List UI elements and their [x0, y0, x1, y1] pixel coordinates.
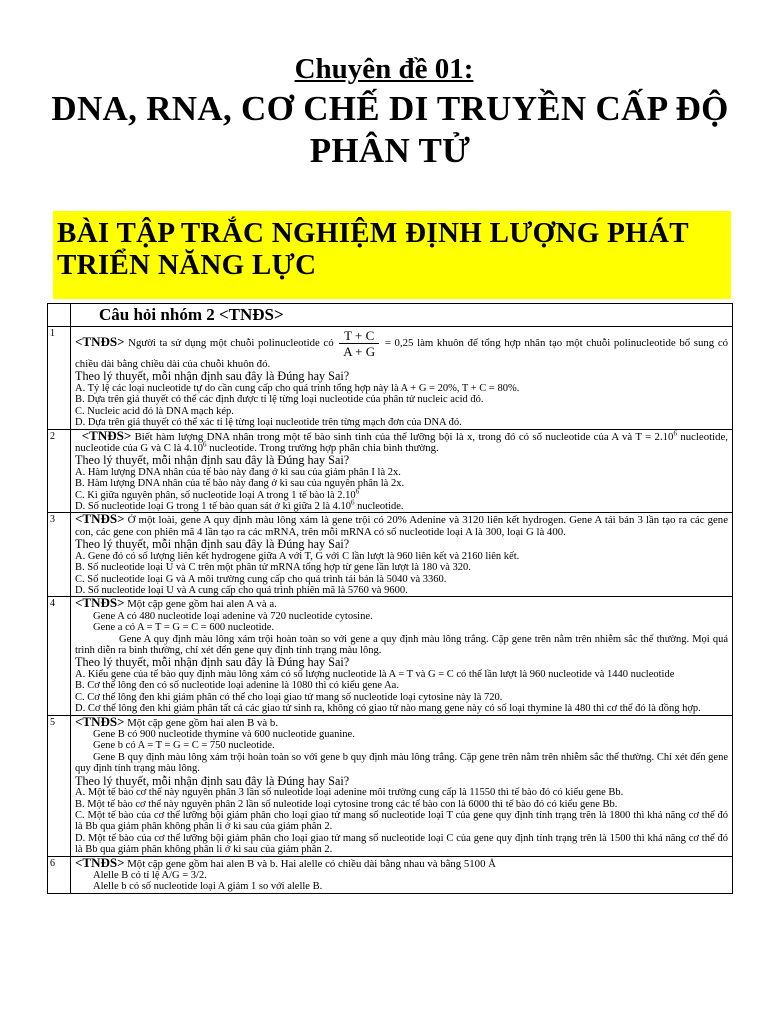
- option-a: A. Kiểu gene của tế bào quy định màu lông xám có số lượng nucleotide là A = T và G = C có thể lần lượt là 960 nucleotide và 1440 nucleotide: [75, 668, 675, 680]
- question-number: 4: [48, 597, 71, 715]
- option-d: D. Số nucleotide loại U và A cung cấp cho quá trình phiên mã là 5760 và 9600.: [75, 585, 408, 596]
- table-row: [48, 513, 733, 597]
- document-title: DNA, RNA, CƠ CHẾ DI TRUYỀN CẤP ĐỘ PHÂN TỬ: [51, 89, 729, 170]
- table-row: [48, 597, 733, 715]
- question-tag: <TNĐS>: [75, 595, 125, 611]
- question-prompt: Theo lý thuyết, mỗi nhận định sau đây là Đúng hay Sai?: [75, 655, 350, 670]
- allele-line: Alelle b có số nucleotide loại A giảm 1 so với alelle B.: [93, 881, 323, 893]
- question-tag: <TNĐS>: [75, 713, 125, 729]
- question-cell: [71, 715, 733, 856]
- chapter-heading: Chuyên đề 01:: [294, 53, 474, 85]
- table-row: [48, 715, 733, 856]
- option-d: D. Dựa trên giả thuyết có thể xác tỉ lệ từng loại nucleotide trên từng mạch đơn của DNA đó.: [75, 417, 462, 429]
- question-number: 3: [48, 513, 71, 597]
- stem-part: = 0,25 làm khuôn để tổng hợp nhân tạo một chuỗi polinucleotide bổ sung có chiều dài bằng chiều dài của chuỗi khuôn đó.: [75, 336, 729, 370]
- header-num-cell: [48, 304, 71, 327]
- question-prompt: Theo lý thuyết, mỗi nhận định sau đây là Đúng hay Sai?: [75, 537, 350, 552]
- gene-line: Gene b có A = T = G = C = 750 nucleotide.: [93, 740, 275, 752]
- question-tag: <TNĐS>: [81, 427, 132, 443]
- option-d-text: D. Số nucleotide loại G trong 1 tế bào quan sát ở kì giữa 2 là 4.10: [75, 501, 352, 513]
- option-d: D. Cơ thể lông đen khi giảm phân tất cả các giao tử sinh ra, không có giao tử nào mang gene này có số loại thymine là 480 thì cơ thể đó là đồng hợp.: [75, 703, 701, 715]
- question-number: 6: [48, 856, 71, 893]
- option-c: C. Một tế bào của cơ thể lưỡng bội giảm phân cho loại giao tử mang số nucleotide loại T của gene quy định tính trạng trên là 1800 thì khả năng cơ thể đó là Bb qua giảm phân không phân li ở kì sau của giảm phân 2.: [75, 809, 728, 833]
- option-c: C. Cơ thể lông đen khi giảm phân có thể cho loại giao tử mang số nucleotide loại cytosine này là 720.: [75, 691, 503, 703]
- question-number: 1: [48, 327, 71, 430]
- question-cell: [71, 513, 733, 597]
- gene-description: [75, 634, 728, 657]
- option-a: A. Một tế bào cơ thể này nguyên phân 3 lần số nuleotide loại adenine môi trường cung cấp là 11550 thì tế bào đó có kiểu gene Bb.: [75, 787, 624, 799]
- question-stem: [75, 713, 728, 729]
- stem-part: Người ta sử dụng một chuỗi polinucleotide có: [128, 336, 334, 349]
- question-stem: [75, 328, 728, 370]
- question-prompt: Theo lý thuyết, mỗi nhận định sau đây là Đúng hay Sai?: [75, 369, 350, 384]
- question-stem: [75, 427, 729, 455]
- option-b: B. Cơ thể lông đen có số nucleotide loại adenine là 1080 thì có kiểu gene Aa.: [75, 680, 399, 692]
- question-prompt: Theo lý thuyết, mỗi nhận định sau đây là Đúng hay Sai?: [75, 773, 350, 788]
- question-cell: [71, 856, 733, 893]
- question-cell: [71, 597, 733, 715]
- question-prompt: Theo lý thuyết, mỗi nhận định sau đây là Đúng hay Sai?: [75, 453, 350, 468]
- fraction-denominator: A + G: [343, 344, 376, 359]
- stem-part: Ở một loài, gene A quy định màu lông xám là gene trội có 20% Adenine và 3120 liên kết hydrogen. Gene A tái bản 3 lần tạo ra các gene con, các gene con phiên mã 4 lần tạo ra các mRNA, trên mỗi mRNA có số nucleotide loại A là 300, loại G là 400.: [75, 514, 728, 538]
- option-b: B. Hàm lượng DNA nhân của tế bào này đang ở kì sau của nguyên phân là 2x.: [75, 478, 405, 490]
- question-tag: <TNĐS>: [75, 511, 125, 527]
- option-a: A. Hàm lượng DNA nhân của tế bào này đang ở kì sau của giảm phân I là 2x.: [75, 466, 401, 478]
- gene-description-text: Gene A quy định màu lông xám trội hoàn toàn so với gene a quy định màu lông trắng. Cặp gene trên nằm trên nhiễm sắc thể thường. Mọi quá trình diễn ra bình thường, chỉ xét đến gene quy định tính trạng màu lông.: [75, 633, 728, 657]
- gene-description-text: Gene B quy định màu lông xám trội hoàn toàn so với gene b quy định màu lông trắng. Cặp gene trên nằm trên nhiễm sắc thể thường. Chỉ xét đến gene quy định tính trạng màu lông.: [75, 751, 728, 775]
- option-c: C. Nucleic acid đó là DNA mạch kép.: [75, 405, 234, 417]
- question-cell: [71, 327, 733, 430]
- section-banner-text: BÀI TẬP TRẮC NGHIỆM ĐỊNH LƯỢNG PHÁT TRIỂN NĂNG LỰC: [57, 217, 689, 281]
- option-b: B. Một tế bào cơ thể này nguyên phân 2 lần số nuleotide loại cytosine trong các tế bào con là 6000 thì tế bào đó có kiểu gene Bb.: [75, 798, 618, 810]
- question-tag: <TNĐS>: [75, 333, 125, 349]
- option-c-text: C. Kì giữa nguyên phân, số nucleotide loại A trong 1 tế bào là 2.10: [75, 489, 356, 501]
- stem-part: Một cặp gene gồm hai alen B và b. Hai alelle có chiều dài bằng nhau và bằng 5100 Å: [127, 857, 496, 870]
- superscript: 6: [673, 428, 677, 437]
- table-row: [48, 327, 733, 430]
- question-stem: [75, 513, 728, 538]
- section-banner: [53, 211, 731, 299]
- stem-part: Một cặp gene gồm hai alen B và b.: [127, 716, 279, 729]
- gene-line: Gene a có A = T = G = C = 600 nucleotide.: [93, 622, 275, 634]
- option-a: A. Gene đó có số lượng liên kết hydrogene giữa A với T, G với C lần lượt là 960 liên kết và 2160 liên kết.: [75, 550, 520, 562]
- table-header-row: [48, 304, 733, 327]
- question-number: 2: [48, 429, 71, 513]
- stem-part: Một cặp gene gồm hai alen A và a.: [127, 598, 277, 611]
- stem-part: nucleotide, nucleotide của G và C là 4.10: [75, 430, 729, 454]
- question-tag: <TNĐS>: [75, 854, 125, 870]
- question-stem: [75, 597, 728, 610]
- group-header: Câu hỏi nhóm 2 <TNĐS>: [71, 304, 733, 327]
- superscript: 6: [351, 498, 355, 507]
- gene-description: [75, 752, 728, 775]
- table-row: [48, 856, 733, 893]
- option-b: B. Dựa trên giả thuyết có thể các định được tỉ lệ từng loại nucleotide của phân tử nucleic acid đó.: [75, 394, 484, 406]
- gene-line: Gene A có 480 nucleotide loại adenine và 720 nucleotide cytosine.: [93, 610, 373, 622]
- stem-part: Biết hàm lượng DNA nhân trong một tế bào sinh tinh của thể lưỡng bội là x, trong đó có số nucleotide của A và T = 2.10: [134, 430, 674, 443]
- option-d: D. Một tế bào của cơ thể lưỡng bội giảm phân cho loại giao tử mang số nucleotide loại C của gene quy định tính trạng trên là 1500 thì khả năng cơ thể đó là Bb qua giảm phân không phân li ở kì sau của giảm phân 2.: [75, 832, 728, 856]
- question-cell: [71, 429, 733, 513]
- question-number: 5: [48, 715, 71, 856]
- option-b: B. Số nucleotide loại U và C trên một phân tử mRNA tổng hợp từ gene lần lượt là 180 và 320.: [75, 562, 471, 574]
- superscript: 6: [355, 487, 360, 496]
- option-a: A. Tỷ lệ các loại nucleotide tự do cần cung cấp cho quá trình tổng hợp này là A + G = 20%, T + C = 80%.: [75, 382, 520, 394]
- table-row: [48, 429, 733, 513]
- option-d: [75, 498, 728, 513]
- option-d-tail: nucleotide.: [354, 501, 404, 513]
- allele-line: Alelle B có tỉ lệ A/G = 3/2.: [93, 869, 207, 881]
- option-c: [75, 487, 728, 501]
- gene-line: Gene B có 900 nucleotide thymine và 600 nucleotide guanine.: [93, 728, 355, 740]
- fraction: [339, 328, 379, 359]
- superscript: 6: [203, 440, 207, 449]
- stem-part: nucleotide. Trong trường hợp phân chia bình thường.: [206, 441, 439, 454]
- question-table: [47, 303, 733, 894]
- question-stem: [75, 854, 728, 870]
- fraction-numerator: T + C: [339, 328, 379, 344]
- option-c: C. Số nucleotide loại G và A môi trường cung cấp cho quá trình tái bản là 5040 và 3360.: [75, 573, 447, 585]
